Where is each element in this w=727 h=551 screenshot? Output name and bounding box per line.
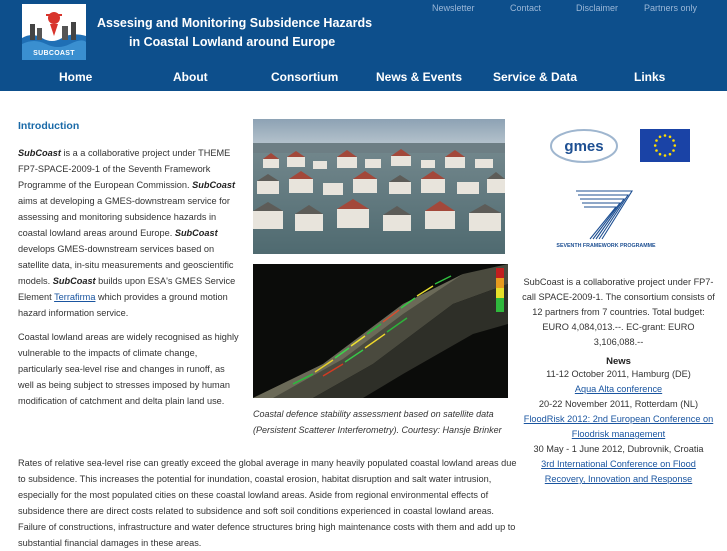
- flooded-town-photo: [253, 119, 505, 254]
- nav-news-events[interactable]: News & Events: [376, 70, 463, 84]
- partner-logos: [521, 120, 716, 260]
- nav-service-data[interactable]: Service & Data: [493, 70, 578, 84]
- eu-flag-icon: [640, 129, 690, 162]
- intro-text-a: is a a collaborative project under THEME FP7-SPACE-2009-1 of the Seventh Framework Programme of the European Commission.: [18, 148, 231, 190]
- insar-dike-image: [253, 264, 508, 398]
- site-title: [97, 14, 372, 52]
- brand-name: SubCoast: [18, 148, 61, 158]
- nav-links[interactable]: Links: [634, 70, 666, 84]
- nav-home[interactable]: Home: [59, 70, 93, 84]
- news-date: 11-12 October 2011, Hamburg (DE): [546, 369, 691, 379]
- disclaimer-link[interactable]: Disclaimer: [576, 3, 619, 13]
- terrafirma-link[interactable]: Terrafirma: [54, 292, 96, 302]
- contact-link[interactable]: Contact: [510, 3, 542, 13]
- project-summary: SubCoast is a collaborative project under FP7-call SPACE-2009-1. The consortium consists of 12 partners from 7 countries. Total budget: EURO 4,084,013.--. EC-grant: EURO 3,106,088.--: [522, 277, 715, 347]
- fp7-label: SEVENTH FRAMEWORK PROGRAMME: [556, 243, 656, 249]
- news-link-aqua-alta[interactable]: Aqua Alta conference: [574, 384, 663, 394]
- site-title-line-2: in Coastal Lowland around Europe: [129, 35, 336, 49]
- nav-consortium[interactable]: Consortium: [271, 70, 339, 84]
- news-link-flood-recovery[interactable]: 3rd International Conference on Flood Recovery, Innovation and Response: [541, 459, 696, 484]
- partners-only-link[interactable]: Partners only: [644, 3, 698, 13]
- nav-about[interactable]: About: [173, 70, 208, 84]
- news-date: 30 May - 1 June 2012, Dubrovnik, Croatia: [533, 444, 704, 454]
- sidebar: [521, 120, 716, 487]
- image-caption: Coastal defence stability assessment based on satellite data (Persistent Scatterer Interferometry). Courtesy: Hansje Brinker: [253, 409, 502, 435]
- fp7-logo[interactable]: [556, 185, 656, 255]
- gmes-logo[interactable]: [549, 128, 619, 164]
- site-header: [0, 0, 727, 91]
- gmes-label: gmes: [564, 138, 604, 155]
- subsidence-paragraph: Rates of relative sea-level rise can greatly exceed the global average in many heavily populated coastal lowland areas due to subsidence. This increases the potential for inundation, coastal erosion, habitat disruption and salt water intrusion, especially for the most populated cities on these coastal lowland areas. Aside from regional environmental effects of subsidence there are direct costs related to subsidence and soft soil conditions experienced in coastal lowland areas. Failure of constructions, infrastructure and water defence structures bring high maintenance costs with them and add up to substantial financial damages in these areas.: [18, 458, 517, 548]
- brand-name: SubCoast: [52, 276, 96, 286]
- intro-text-d: builds upon ESA's GMES Service Element: [18, 276, 236, 302]
- news-link-floodrisk[interactable]: FloodRisk 2012: 2nd European Conference on Floodrisk management: [523, 414, 714, 439]
- intro-paragraph: [18, 145, 242, 321]
- utility-links: [0, 3, 727, 15]
- intro-text-b: aims at developing a GMES-downstream service for assessing and monitoring subsidence hazards in coastal lowland areas around Europe.: [18, 196, 230, 238]
- brand-name: SubCoast: [192, 180, 236, 190]
- logo-text: SUBCOAST: [33, 50, 75, 57]
- intro-section: [18, 120, 242, 409]
- intro-text-c: develops GMES-downstream services based on satellite data, in-situ measurements and geoscientific models.: [18, 244, 234, 286]
- main-nav: [0, 66, 727, 90]
- news-heading: News: [606, 356, 631, 367]
- vulnerability-paragraph: Coastal lowland areas are widely recognised as highly vulnerable to the impacts of climate change, particularly sea-level rise and changes in runoff, as well as being subject to stresses imposed by human modification of catchment and delta plain land use.: [18, 332, 239, 406]
- intro-text-e: which provides a ground motion hazard information service.: [18, 292, 228, 318]
- news-date: 20-22 November 2011, Rotterdam (NL): [538, 399, 699, 409]
- brand-name: SubCoast: [174, 228, 218, 238]
- site-title-line-1: Assesing and Monitoring Subsidence Hazards: [97, 16, 373, 30]
- newsletter-link[interactable]: Newsletter: [432, 3, 475, 13]
- intro-heading: Introduction: [18, 120, 80, 132]
